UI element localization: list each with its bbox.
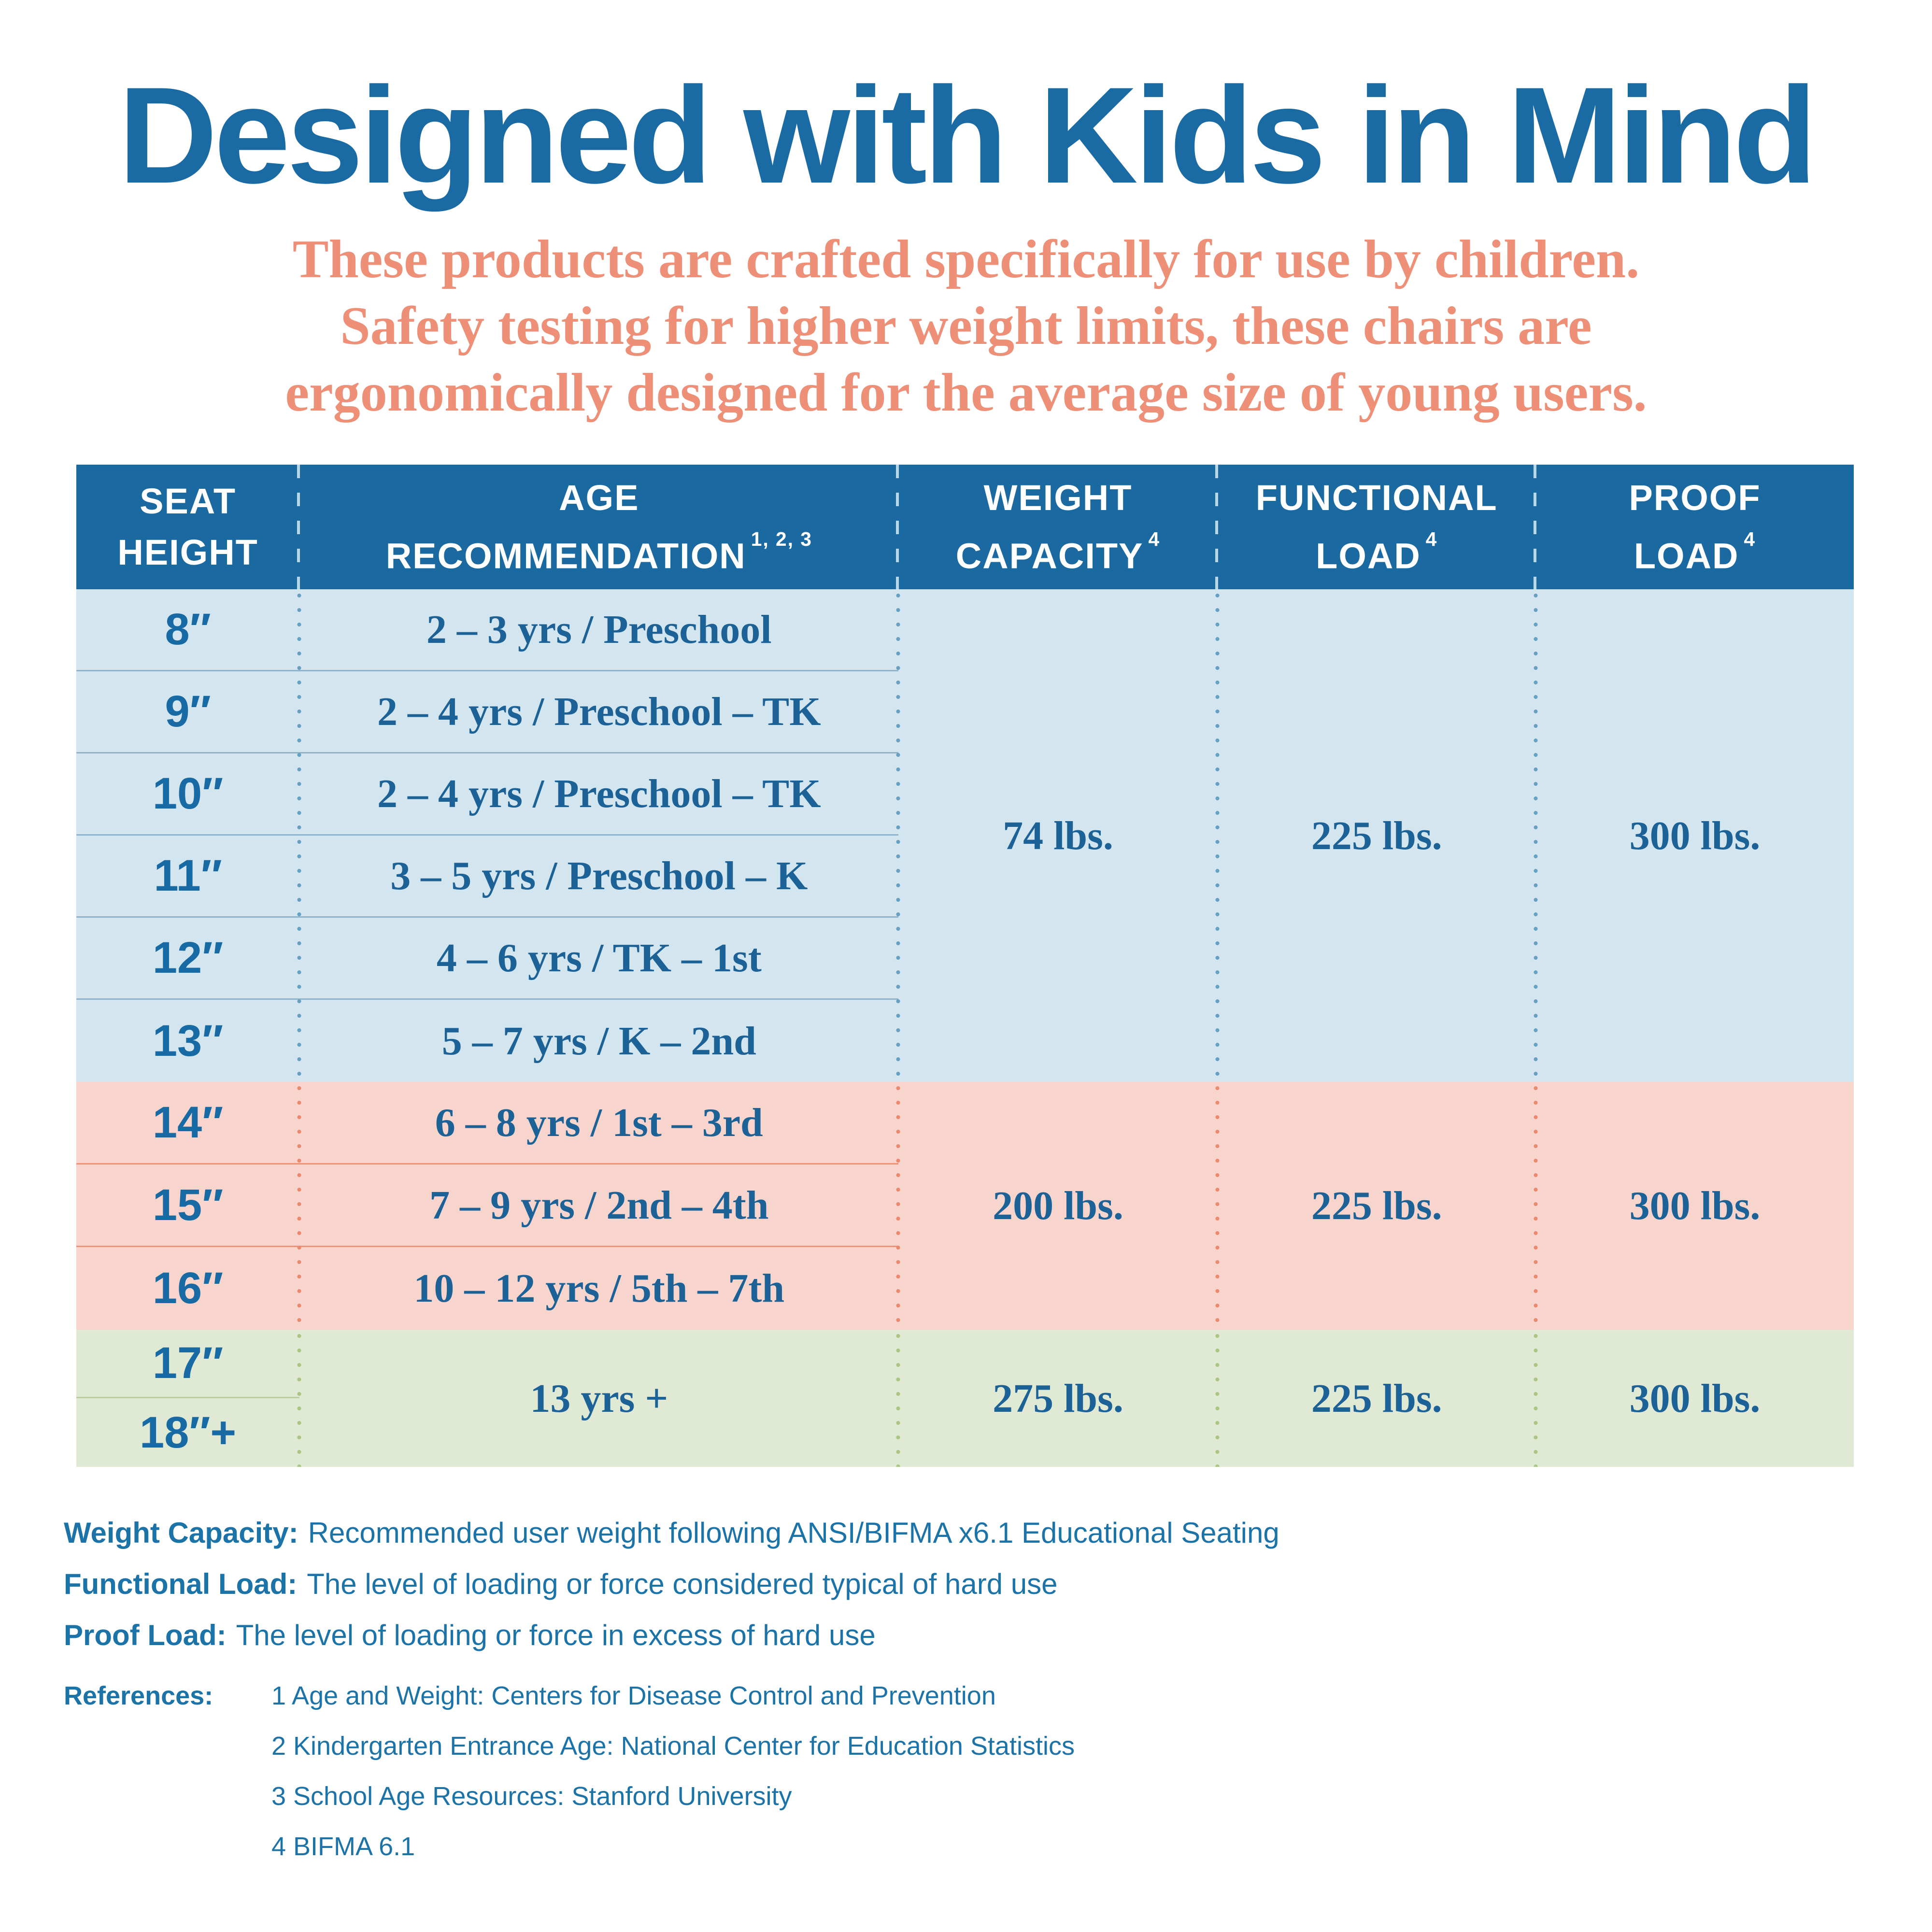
subtitle-line-1: These products are crafted specifically for use by children. bbox=[292, 229, 1640, 289]
footnote-marker: 1, 2, 3 bbox=[751, 528, 812, 551]
definition-text: Recommended user weight following ANSI/BIFMA x6.1 Educational Seating bbox=[308, 1517, 1279, 1549]
weight-capacity-cell: 74 lbs. bbox=[1003, 813, 1113, 858]
column-divider-dots bbox=[896, 1330, 900, 1467]
reference-item: 1 Age and Weight: Centers for Disease Control and Prevention bbox=[271, 1681, 996, 1710]
table-section-medium-seats bbox=[76, 1082, 1854, 1330]
definition-label: Proof Load: bbox=[64, 1619, 227, 1651]
references-label: References: bbox=[64, 1681, 213, 1710]
footnote-marker: 4 bbox=[1744, 528, 1756, 551]
age-recommendation-cell: 2 – 3 yrs / Preschool bbox=[299, 589, 898, 671]
age-recommendation-cell: 2 – 4 yrs / Preschool – TK bbox=[299, 753, 898, 836]
header-column-divider bbox=[297, 465, 300, 589]
page-title: Designed with Kids in Mind bbox=[118, 59, 1814, 212]
seat-height-cell: 11″ bbox=[76, 836, 299, 918]
column-divider-dots bbox=[896, 589, 900, 1082]
table-section-large-seats bbox=[76, 1330, 1854, 1467]
age-recommendation-cell: 4 – 6 yrs / TK – 1st bbox=[299, 918, 898, 1000]
seat-height-cell: 17″ bbox=[76, 1330, 299, 1398]
term-definitions bbox=[64, 1518, 1870, 1671]
age-recommendation-cell: 5 – 7 yrs / K – 2nd bbox=[441, 1018, 756, 1064]
subtitle-line-2: Safety testing for higher weight limits, these chairs are bbox=[340, 296, 1592, 356]
column-header-seat-height: SEAT HEIGHT bbox=[117, 481, 258, 572]
column-divider-dots bbox=[1215, 1082, 1220, 1330]
functional-load-cell: 225 lbs. bbox=[1311, 813, 1442, 858]
subtitle-line-3: ergonomically designed for the average size of young users. bbox=[285, 363, 1647, 423]
header-column-divider bbox=[1215, 465, 1218, 589]
definition-weight-capacity bbox=[64, 1518, 1870, 1548]
header-column-divider bbox=[896, 465, 899, 589]
column-header-proof-load: PROOF LOAD $^4$ bbox=[1629, 477, 1761, 576]
column-divider-dots bbox=[1215, 1330, 1220, 1467]
column-divider-dots bbox=[297, 1330, 301, 1467]
table-header-row bbox=[76, 465, 1854, 589]
age-recommendation-cell: 7 – 9 yrs / 2nd – 4th bbox=[299, 1165, 898, 1247]
reference-item: 4 BIFMA 6.1 bbox=[271, 1832, 415, 1861]
proof-load-cell: 300 lbs. bbox=[1629, 1183, 1761, 1228]
seat-height-cell: 12″ bbox=[76, 918, 299, 1000]
proof-load-cell: 300 lbs. bbox=[1629, 1376, 1761, 1421]
seat-height-cell: 18″+ bbox=[140, 1407, 237, 1457]
seat-height-cell: 8″ bbox=[76, 589, 299, 671]
definition-text: The level of loading or force considered typical of hard use bbox=[307, 1568, 1058, 1600]
header-column-divider bbox=[1534, 465, 1536, 589]
column-divider-dots bbox=[1215, 589, 1220, 1082]
definition-label: Functional Load: bbox=[64, 1568, 298, 1600]
seat-height-cell: 16″ bbox=[152, 1264, 224, 1313]
reference-item: 2 Kindergarten Entrance Age: National Center for Education Statistics bbox=[271, 1732, 1075, 1761]
references-list bbox=[271, 1682, 1075, 1883]
seat-height-cell: 15″ bbox=[76, 1165, 299, 1247]
seat-height-cell: 13″ bbox=[152, 1016, 224, 1065]
proof-load-cell: 300 lbs. bbox=[1629, 813, 1761, 858]
age-recommendation-cell: 13 yrs + bbox=[530, 1376, 668, 1421]
column-divider-dots bbox=[1534, 1082, 1538, 1330]
column-divider-dots bbox=[1534, 1330, 1538, 1467]
functional-load-cell: 225 lbs. bbox=[1311, 1376, 1442, 1421]
seat-spec-table bbox=[76, 465, 1854, 1467]
column-header-age-recommendation: AGE RECOMMENDATION $^{1, 2, 3}$ bbox=[385, 477, 812, 576]
page-subtitle bbox=[0, 226, 1932, 426]
definition-label: Weight Capacity: bbox=[64, 1517, 298, 1549]
references-block bbox=[64, 1682, 1870, 1883]
weight-capacity-cell: 275 lbs. bbox=[993, 1376, 1123, 1421]
column-divider-dots bbox=[297, 589, 301, 1082]
reference-item: 3 School Age Resources: Stanford University bbox=[271, 1782, 792, 1811]
seat-height-cell: 9″ bbox=[76, 671, 299, 753]
seat-height-cell: 14″ bbox=[76, 1082, 299, 1165]
definition-functional-load bbox=[64, 1569, 1870, 1600]
table-section-small-seats bbox=[76, 589, 1854, 1082]
definition-text: The level of loading or force in excess of hard use bbox=[236, 1619, 876, 1651]
functional-load-cell: 225 lbs. bbox=[1311, 1183, 1442, 1228]
footnote-marker: 4 bbox=[1425, 528, 1438, 551]
footnote-marker: 4 bbox=[1148, 528, 1161, 551]
column-divider-dots bbox=[896, 1082, 900, 1330]
seat-height-cell: 10″ bbox=[76, 753, 299, 836]
age-recommendation-cell: 10 – 12 yrs / 5th – 7th bbox=[413, 1266, 785, 1311]
column-divider-dots bbox=[1534, 589, 1538, 1082]
weight-capacity-cell: 200 lbs. bbox=[993, 1183, 1123, 1228]
column-header-functional-load: FUNCTIONAL LOAD $^4$ bbox=[1255, 477, 1498, 576]
column-divider-dots bbox=[297, 1082, 301, 1330]
definition-proof-load bbox=[64, 1620, 1870, 1651]
age-recommendation-cell: 2 – 4 yrs / Preschool – TK bbox=[299, 671, 898, 753]
age-recommendation-cell: 6 – 8 yrs / 1st – 3rd bbox=[299, 1082, 898, 1165]
column-header-weight-capacity: WEIGHT CAPACITY $^4$ bbox=[955, 477, 1161, 576]
age-recommendation-cell: 3 – 5 yrs / Preschool – K bbox=[299, 836, 898, 918]
